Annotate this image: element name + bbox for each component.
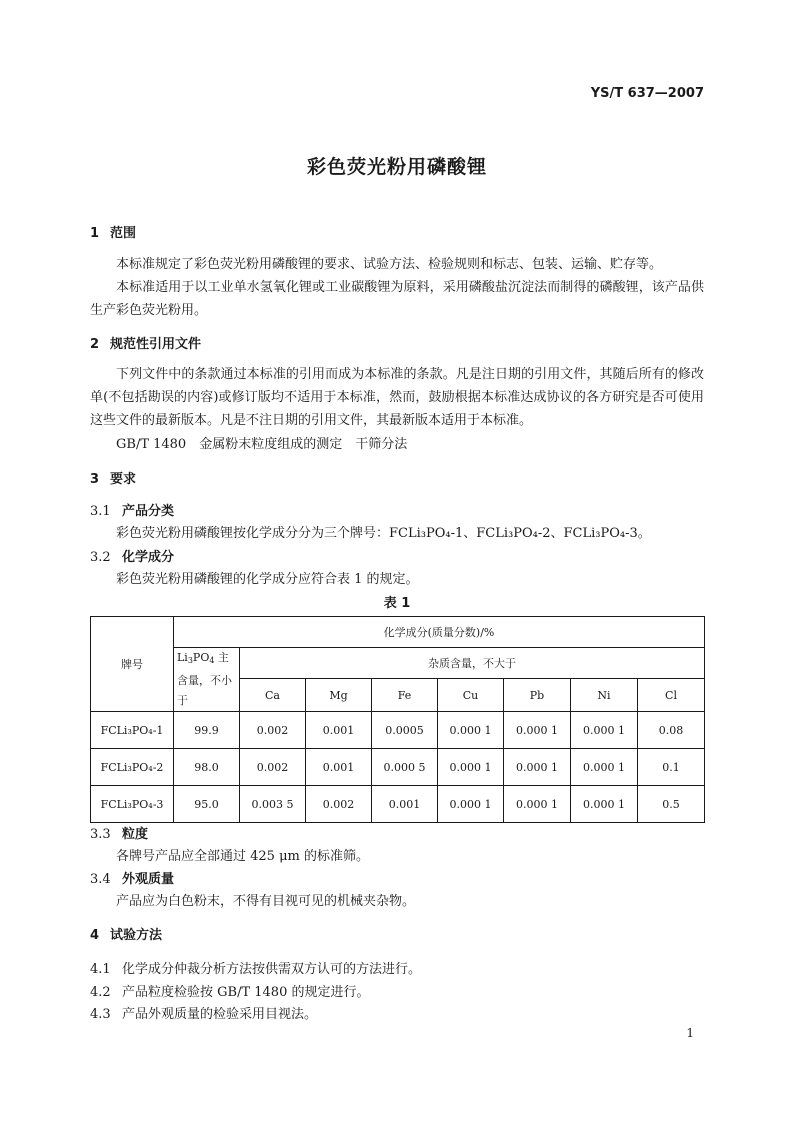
subsection-3-2-text: 彩色荧光粉用磷酸锂的化学成分应符合表 1 的规定。: [116, 572, 419, 587]
grade-cell: FCLi₃PO₄-1: [91, 712, 174, 749]
main-content-cell: 95.0: [174, 786, 240, 823]
section-number: 1: [90, 226, 100, 241]
value-cell: 0.000 1: [438, 786, 504, 823]
main-content-formula-sub2: 4: [209, 656, 215, 665]
subsection-3-3-heading: [90, 823, 148, 842]
header-element: Ca: [240, 679, 306, 712]
value-cell: 0.08: [638, 712, 705, 749]
test-method-item: [90, 958, 421, 977]
subsection-3-2-heading: [90, 546, 174, 565]
value-cell: 0.000 1: [438, 712, 504, 749]
header-element: Ni: [571, 679, 638, 712]
header-impurity: 杂质含量，不大于: [240, 648, 705, 679]
main-content-formula-li: Li: [177, 651, 188, 664]
grade-cell: FCLi₃PO₄-2: [91, 749, 174, 786]
value-cell: 0.001: [306, 712, 372, 749]
section-1-heading: [90, 222, 136, 241]
section-3-heading: [90, 468, 136, 487]
value-cell: 0.002: [240, 749, 306, 786]
section-2-heading: [90, 333, 201, 352]
section-1-paragraph-2: 本标准适用于以工业单水氢氧化锂或工业碳酸锂为原料，采用磷酸盐沉淀法而制得的磷酸锂，该产品供生产彩色荧光粉用。: [90, 280, 704, 318]
value-cell: 0.002: [306, 786, 372, 823]
value-cell: 0.000 1: [571, 786, 638, 823]
main-content-formula-sub1: 3: [187, 656, 193, 665]
item-text: 产品粒度检验按 GB/T 1480 的规定进行。: [122, 985, 370, 1000]
section-title: 规范性引用文件: [110, 337, 202, 352]
header-element: Cu: [438, 679, 504, 712]
table-row: [91, 712, 705, 749]
normative-reference: GB/T 1480 金属粉末粒度组成的测定 干筛分法: [116, 437, 408, 452]
value-cell: 0.000 1: [571, 712, 638, 749]
subsection-3-4-heading: [90, 868, 174, 887]
section-1-paragraph-1: 本标准规定了彩色荧光粉用磷酸锂的要求、试验方法、检验规则和标志、包装、运输、贮存等。: [116, 257, 663, 272]
value-cell: 0.001: [306, 749, 372, 786]
subsection-title: 产品分类: [122, 504, 175, 519]
section-number: 3: [90, 472, 100, 487]
header-element: Mg: [306, 679, 372, 712]
subsection-title: 化学成分: [122, 550, 175, 565]
table-row: [91, 749, 705, 786]
subsection-3-1-text: 彩色荧光粉用磷酸锂按化学成分分为三个牌号：FCLi₃PO₄-1、FCLi₃PO₄-2、FCLi₃PO₄-3。: [116, 526, 651, 541]
value-cell: 0.000 1: [571, 749, 638, 786]
value-cell: 0.001: [372, 786, 438, 823]
item-number: 4.3: [90, 1007, 111, 1022]
value-cell: 0.000 1: [504, 749, 571, 786]
subsection-3-1-heading: [90, 500, 174, 519]
value-cell: 0.000 1: [438, 749, 504, 786]
value-cell: 0.000 1: [504, 786, 571, 823]
value-cell: 0.000 5: [372, 749, 438, 786]
header-element: Cl: [638, 679, 705, 712]
value-cell: 0.1: [638, 749, 705, 786]
main-content-cell: 98.0: [174, 749, 240, 786]
item-text: 产品外观质量的检验采用目视法。: [122, 1007, 318, 1022]
subsection-number: 3.3: [90, 827, 111, 842]
page-number: 1: [686, 1026, 694, 1040]
main-content-formula-po: PO: [192, 651, 210, 664]
section-4-heading: [90, 924, 162, 943]
subsection-number: 3.1: [90, 504, 111, 519]
grade-cell: FCLi₃PO₄-3: [91, 786, 174, 823]
header-element: Fe: [372, 679, 438, 712]
value-cell: 0.002: [240, 712, 306, 749]
main-content-label: 主含量，不小于: [177, 651, 232, 707]
main-content-cell: 99.9: [174, 712, 240, 749]
item-number: 4.2: [90, 985, 111, 1000]
subsection-title: 粒度: [122, 827, 149, 842]
header-chemical-composition: 化学成分(质量分数)/%: [174, 617, 705, 648]
section-title: 范围: [110, 226, 137, 241]
section-title: 试验方法: [110, 928, 163, 943]
header-element: Pb: [504, 679, 571, 712]
value-cell: 0.000 1: [504, 712, 571, 749]
item-text: 化学成分仲裁分析方法按供需双方认可的方法进行。: [122, 962, 422, 977]
standard-code: YS/T 637—2007: [590, 86, 704, 101]
section-number: 4: [90, 928, 100, 943]
subsection-3-4-text: 产品应为白色粉末，不得有目视可见的机械夹杂物。: [116, 894, 416, 909]
value-cell: 0.003 5: [240, 786, 306, 823]
value-cell: 0.0005: [372, 712, 438, 749]
subsection-number: 3.4: [90, 872, 111, 887]
value-cell: 0.5: [638, 786, 705, 823]
section-2-paragraph: 下列文件中的条款通过本标准的引用而成为本标准的条款。凡是注日期的引用文件，其随后所有的修改单(不包括勘误的内容)或修订版均不适用于本标准，然而，鼓励根据本标准达成协议的各方研究是否可使用这些文件的最新版本。凡是不注日期的引用文件，其最新版本适用于本标准。: [90, 367, 704, 428]
document-title: 彩色荧光粉用磷酸锂: [306, 156, 487, 178]
test-method-item: [90, 981, 369, 1000]
test-method-item: [90, 1003, 317, 1022]
subsection-title: 外观质量: [122, 872, 175, 887]
header-grade: 牌号: [91, 617, 174, 712]
subsection-3-3-text: 各牌号产品应全部通过 425 μm 的标准筛。: [116, 849, 369, 864]
item-number: 4.1: [90, 962, 111, 977]
header-main-content: [174, 648, 240, 712]
subsection-number: 3.2: [90, 550, 111, 565]
chemical-composition-table: [90, 616, 705, 823]
table-row: [91, 786, 705, 823]
section-title: 要求: [110, 472, 137, 487]
section-number: 2: [90, 337, 100, 352]
table-caption: 表 1: [383, 596, 411, 611]
